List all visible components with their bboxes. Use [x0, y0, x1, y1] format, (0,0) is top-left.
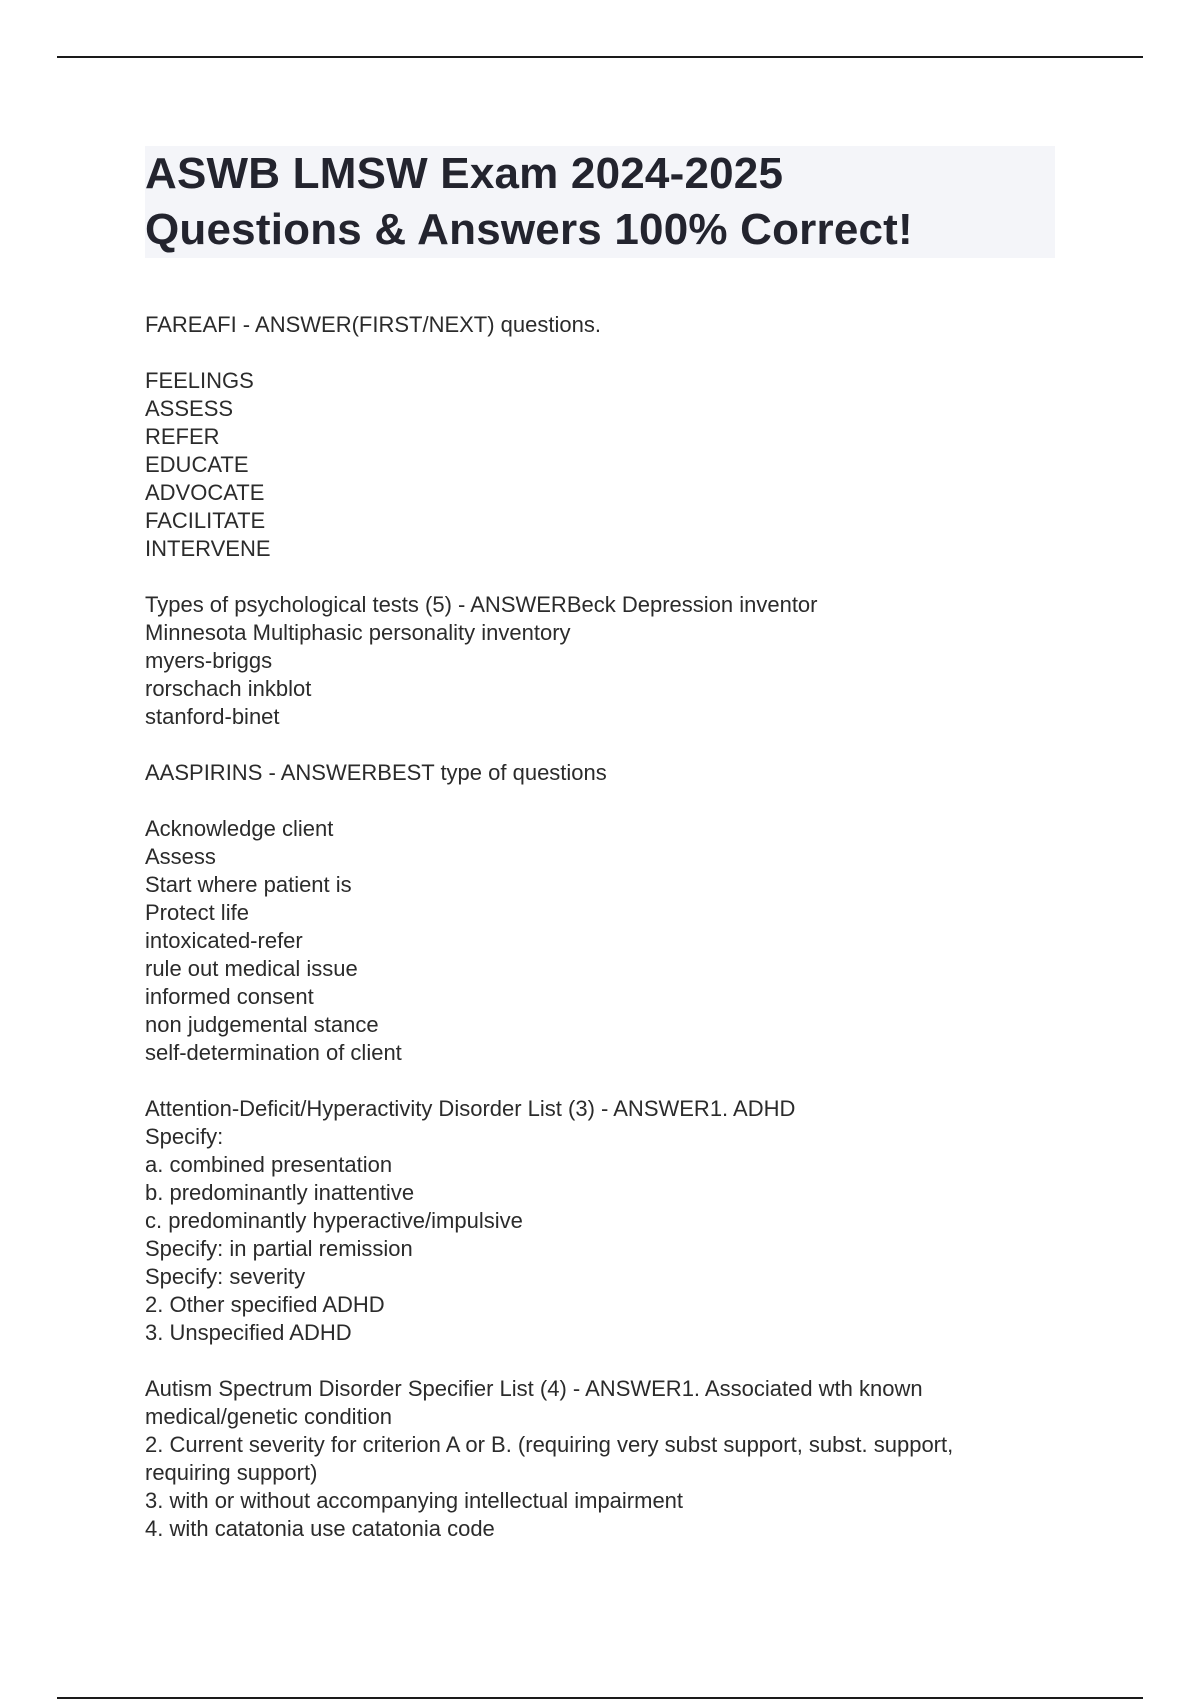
answer-line: INTERVENE: [145, 536, 271, 561]
answer-line: self-determination of client: [145, 1040, 402, 1065]
answer-line: stanford-binet: [145, 704, 280, 729]
answer-line: a. combined presentation: [145, 1152, 393, 1177]
answer-line: 2. Current severity for criterion A or B. (requiring very subst support, subst. support,: [145, 1432, 954, 1457]
answer-line: requiring support): [145, 1460, 318, 1485]
title-line-1: ASWB LMSW Exam 2024-2025: [145, 149, 784, 198]
answer-line: medical/genetic condition: [145, 1404, 393, 1429]
question-text: Autism Spectrum Disorder Specifier List (4) - ANSWER1. Associated wth known: [145, 1376, 923, 1401]
answer-line: Specify:: [145, 1124, 224, 1149]
answer-line: c. predominantly hyperactive/impulsive: [145, 1208, 523, 1233]
answer-line: rorschach inkblot: [145, 676, 312, 701]
answer-line: FACILITATE: [145, 508, 266, 533]
answer-line: myers-briggs: [145, 648, 273, 673]
question-text: AASPIRINS - ANSWERBEST type of questions: [145, 760, 607, 785]
answer-line: 4. with catatonia use catatonia code: [145, 1516, 495, 1541]
answer-line: 3. Unspecified ADHD: [145, 1320, 352, 1345]
top-rule: [57, 56, 1143, 58]
answer-line: 2. Other specified ADHD: [145, 1292, 385, 1317]
answer-line: ASSESS: [145, 396, 234, 421]
qa-item-adhd: [145, 1095, 1075, 1347]
answer-line: b. predominantly inattentive: [145, 1180, 415, 1205]
title-box: [145, 146, 1055, 258]
qa-item-aaspirins: [145, 759, 1075, 1067]
title-line-2: Questions & Answers 100% Correct!: [145, 205, 913, 254]
page-title: [145, 146, 1055, 258]
answer-line: Start where patient is: [145, 872, 352, 897]
question-text: FAREAFI - ANSWER(FIRST/NEXT) questions.: [145, 312, 601, 337]
qa-content: [145, 311, 1075, 1571]
qa-item-fareafi: [145, 311, 1075, 563]
qa-item-autism: [145, 1375, 1075, 1543]
answer-line: intoxicated-refer: [145, 928, 303, 953]
question-text: Types of psychological tests (5) - ANSWERBeck Depression inventor: [145, 592, 818, 617]
answer-line: Specify: in partial remission: [145, 1236, 413, 1261]
answer-line: rule out medical issue: [145, 956, 358, 981]
spacer: [145, 787, 1075, 815]
answer-line: informed consent: [145, 984, 314, 1009]
answer-line: ADVOCATE: [145, 480, 265, 505]
question-text: Attention-Deficit/Hyperactivity Disorder List (3) - ANSWER1. ADHD: [145, 1096, 796, 1121]
answer-line: 3. with or without accompanying intellectual impairment: [145, 1488, 684, 1513]
answer-line: non judgemental stance: [145, 1012, 379, 1037]
answer-line: Assess: [145, 844, 216, 869]
bottom-rule: [57, 1697, 1143, 1699]
answer-line: Specify: severity: [145, 1264, 306, 1289]
spacer: [145, 339, 1075, 367]
answer-line: REFER: [145, 424, 220, 449]
answer-line: FEELINGS: [145, 368, 254, 393]
answer-line: Acknowledge client: [145, 816, 334, 841]
answer-line: Protect life: [145, 900, 249, 925]
answer-line: EDUCATE: [145, 452, 249, 477]
qa-item-psych-tests: [145, 591, 1075, 731]
answer-line: Minnesota Multiphasic personality inventory: [145, 620, 571, 645]
